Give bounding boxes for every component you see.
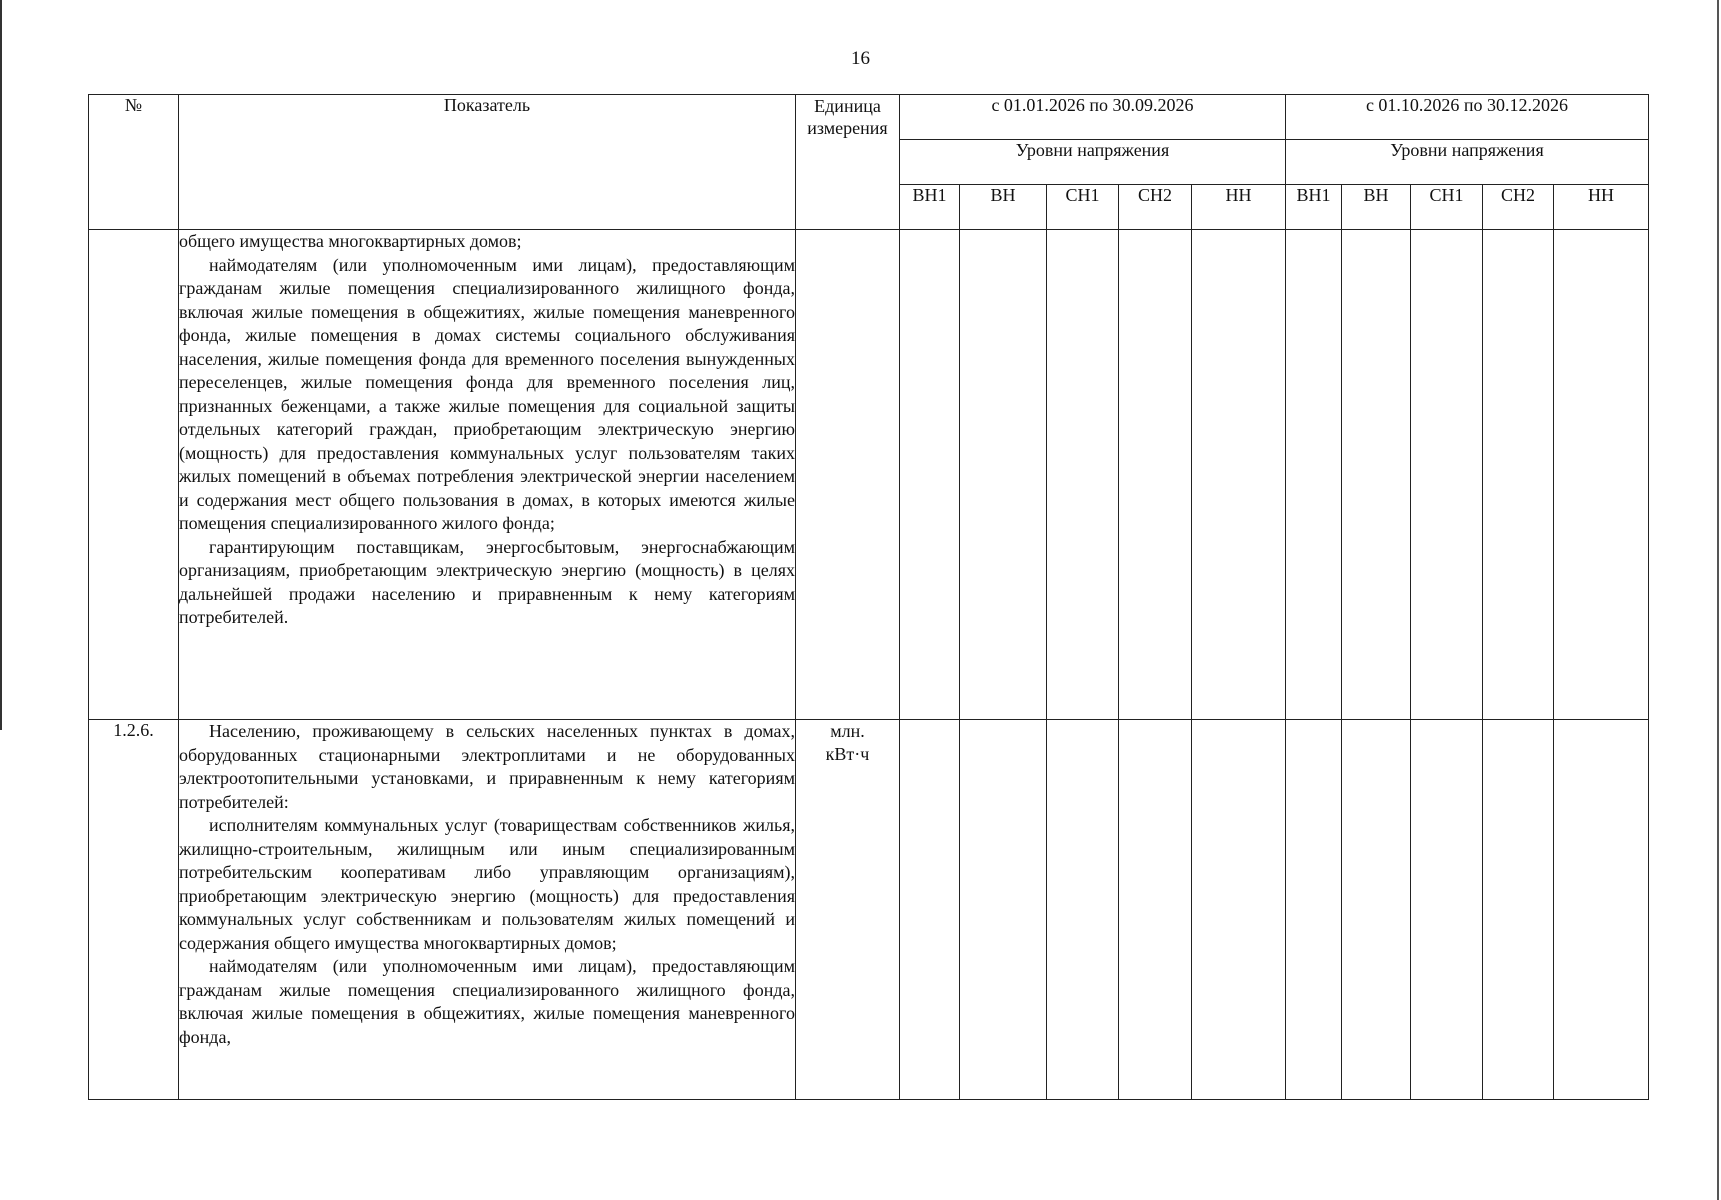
tariff-table-wrap	[88, 94, 1649, 1100]
row-indicator-text	[179, 230, 796, 720]
value-cell	[960, 230, 1047, 720]
row-unit-line2: кВт·ч	[825, 744, 870, 764]
value-cell	[960, 720, 1047, 1100]
value-cell	[1047, 720, 1119, 1100]
row-unit	[796, 230, 900, 720]
value-cell	[1342, 230, 1411, 720]
row-number	[89, 230, 179, 720]
table-row	[89, 720, 1649, 1100]
header-row-periods	[89, 95, 1649, 140]
header-code: СН2	[1483, 185, 1554, 230]
row-number: 1.2.6.	[89, 720, 179, 1100]
header-code: СН1	[1047, 185, 1119, 230]
header-unit-line1: Единица	[814, 96, 881, 116]
value-cell	[1047, 230, 1119, 720]
scan-right-edge	[1717, 0, 1719, 1200]
value-cell	[1119, 720, 1192, 1100]
row-paragraph: общего имущества многоквартирных домов;	[179, 231, 522, 251]
header-unit-line2: измерения	[807, 118, 888, 138]
header-code: НН	[1554, 185, 1649, 230]
table-row	[89, 230, 1649, 720]
header-code: СН1	[1411, 185, 1483, 230]
value-cell	[1554, 230, 1649, 720]
row-indicator-text	[179, 720, 796, 1100]
header-code: СН2	[1119, 185, 1192, 230]
header-indicator: Показатель	[179, 95, 796, 230]
value-cell	[1554, 720, 1649, 1100]
value-cell	[1483, 230, 1554, 720]
header-period-2: с 01.10.2026 по 30.12.2026	[1286, 95, 1649, 140]
row-paragraph: наймодателям (или уполномоченным ими лицам), предоставляющим гражданам жилые помещения специализированного жилищного фонда, включая жилые помещения в общежитиях, жилые помещения маневренного фонда, жилые помещения в домах системы социального обслуживания населения, жилые помещения фонда для временного поселения вынужденных переселенцев, жилые помещения фонда для временного поселения лиц, признанных беженцами, а также жилые помещения для социальной защиты отдельных категорий граждан, приобретающим электрическую энергию (мощность) для предоставления коммунальных услуг пользователям таких жилых помещений в объемах потребления электрической энергии населением и содержания мест общего пользования в домах, в которых имеются жилые помещения специализированного жилого фонда;	[179, 254, 795, 533]
value-cell	[900, 230, 960, 720]
row-unit	[796, 720, 900, 1100]
header-voltage-levels-1: Уровни напряжения	[900, 140, 1286, 185]
page-number: 16	[851, 48, 870, 69]
value-cell	[1411, 720, 1483, 1100]
row-unit-line1: млн.	[830, 721, 865, 741]
header-period-1: с 01.01.2026 по 30.09.2026	[900, 95, 1286, 140]
value-cell	[1411, 230, 1483, 720]
value-cell	[1192, 720, 1286, 1100]
row-paragraph: наймодателям (или уполномоченным ими лицам), предоставляющим гражданам жилые помещения специализированного жилищного фонда, включая жилые помещения в общежитиях, жилые помещения маневренного фонда,	[179, 956, 795, 1047]
scan-left-edge	[0, 0, 2, 730]
value-cell	[1342, 720, 1411, 1100]
header-num: №	[89, 95, 179, 230]
value-cell	[1119, 230, 1192, 720]
value-cell	[1286, 230, 1342, 720]
value-cell	[1483, 720, 1554, 1100]
row-paragraph: гарантирующим поставщикам, энергосбытовым, энергоснабжающим организациям, приобретающим электрическую энергию (мощность) в целях дальнейшей продажи населению и приравненным к нему категориям потребителей.	[179, 536, 795, 627]
header-unit	[796, 95, 900, 230]
header-code: НН	[1192, 185, 1286, 230]
header-code: ВН	[1342, 185, 1411, 230]
header-code: ВН1	[1286, 185, 1342, 230]
value-cell	[1192, 230, 1286, 720]
value-cell	[900, 720, 960, 1100]
value-cell	[1286, 720, 1342, 1100]
header-voltage-levels-2: Уровни напряжения	[1286, 140, 1649, 185]
row-paragraph: исполнителям коммунальных услуг (товариществам собственников жилья, жилищно-строительным, жилищным или иным специализированным потребительским кооперативам либо управляющим организациям), приобретающим электрическую энергию (мощность) для предоставления коммунальных услуг собственникам и пользователям жилых помещений и содержания общего имущества многоквартирных домов;	[179, 815, 795, 953]
row-paragraph: Населению, проживающему в сельских населенных пунктах в домах, оборудованных стационарными электроплитами и не оборудованных электроотопительными установками, и приравненным к нему категориям потребителей:	[179, 721, 795, 812]
header-code: ВН	[960, 185, 1047, 230]
tariff-table	[88, 94, 1649, 1100]
header-code: ВН1	[900, 185, 960, 230]
